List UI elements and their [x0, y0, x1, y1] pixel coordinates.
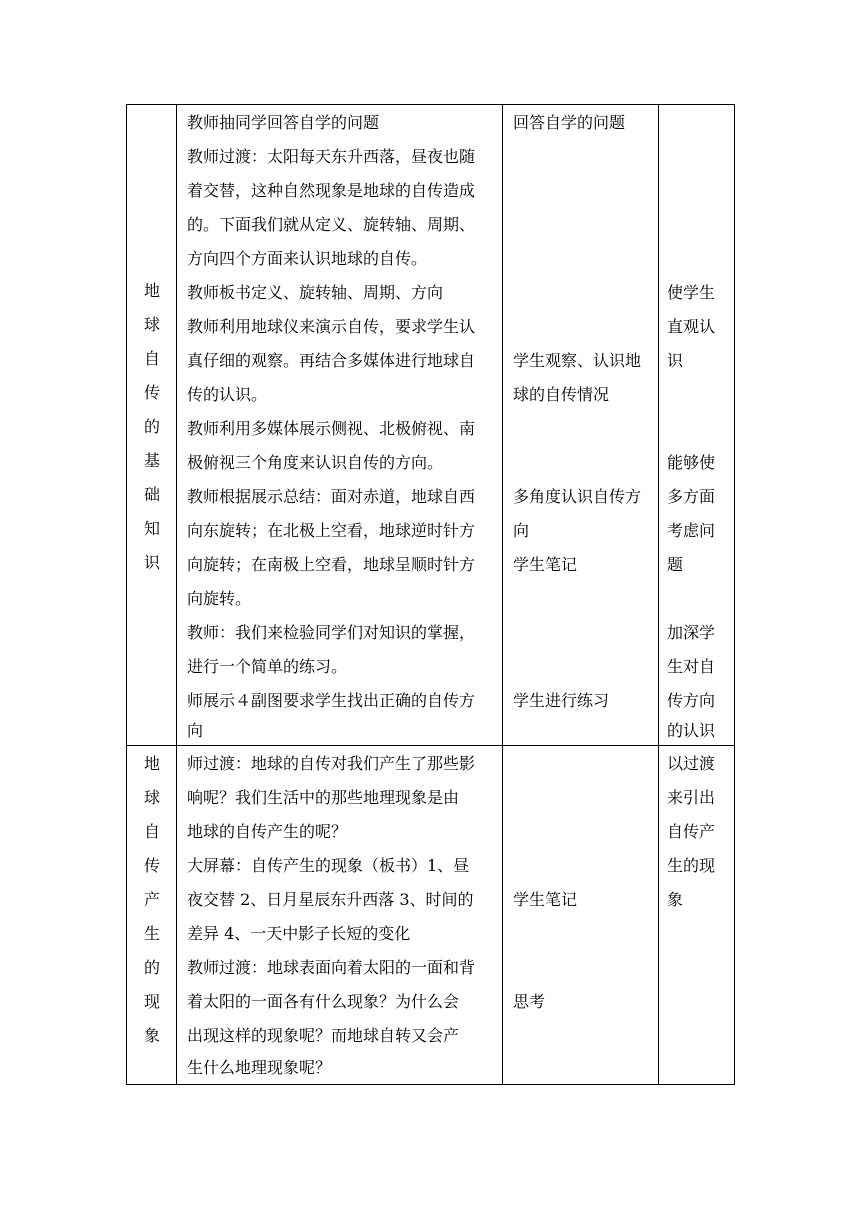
- purpose-line: 使学生: [667, 283, 716, 302]
- topic-cell: [127, 105, 177, 746]
- teacher-line: 大屏幕：自传产生的现象（板书）1、昼: [187, 856, 470, 875]
- teacher-line: 的。下面我们就从定义、旋转轴、周期、: [187, 215, 476, 234]
- topic-char: 识: [143, 553, 160, 572]
- student-line: 球的自传情况: [513, 385, 610, 404]
- topic-char: 传: [143, 856, 160, 875]
- teacher-line: 着太阳的一面各有什么现象？为什么会: [187, 992, 460, 1011]
- purpose-line: 识: [667, 351, 684, 370]
- purpose-line: 考虑问: [667, 521, 716, 540]
- teacher-line: 着交替，这种自然现象是地球的自传造成: [187, 181, 476, 200]
- teacher-line: 夜交替 2、日月星辰东升西落 3、时间的: [187, 890, 474, 909]
- student-line: 多角度认识自传方: [513, 487, 642, 506]
- teacher-line: 教师过渡：太阳每天东升西落，昼夜也随: [187, 147, 476, 166]
- topic-char: 自: [143, 822, 160, 841]
- teacher-line: 教师过渡：地球表面向着太阳的一面和背: [187, 958, 476, 977]
- student-line: 学生进行练习: [513, 691, 610, 710]
- teacher-line: 教师板书定义、旋转轴、周期、方向: [187, 283, 444, 302]
- topic-char: 地: [143, 754, 160, 773]
- topic-char: 的: [143, 958, 160, 977]
- teacher-line: 出现这样的现象呢？而地球自转又会产: [187, 1026, 460, 1045]
- purpose-line: 加深学: [667, 623, 716, 642]
- topic-char: 础: [143, 485, 160, 504]
- teacher-line: 向东旋转；在北极上空看，地球逆时针方: [187, 521, 476, 540]
- purpose-line: 题: [667, 555, 684, 574]
- topic-char: 生: [143, 924, 160, 943]
- student-activity-cell: [503, 105, 659, 746]
- teacher-line: 差异 4、一天中影子长短的变化: [187, 924, 411, 943]
- teacher-line: 教师抽同学回答自学的问题: [187, 113, 380, 132]
- topic-char: 现: [143, 992, 160, 1011]
- topic-char: 产: [143, 890, 160, 909]
- purpose-line: 传方向: [667, 691, 716, 710]
- teacher-line: 教师：我们来检验同学们对知识的掌握，: [187, 623, 476, 642]
- student-line: 学生笔记: [513, 890, 578, 909]
- teacher-activity-cell: [177, 105, 503, 746]
- purpose-line: 的认识: [667, 721, 716, 740]
- topic-char: 球: [143, 788, 160, 807]
- teacher-line: 进行一个简单的练习。: [187, 657, 348, 676]
- purpose-line: 多方面: [667, 487, 716, 506]
- topic-char: 自: [143, 349, 160, 368]
- purpose-line: 来引出: [667, 788, 716, 807]
- lesson-plan-table: [126, 104, 735, 1085]
- teacher-line: 向: [187, 721, 204, 740]
- teacher-line: 响呢？我们生活中的那些地理现象是由: [187, 788, 460, 807]
- student-line: 学生笔记: [513, 555, 578, 574]
- purpose-cell: [659, 105, 735, 746]
- topic-char: 地: [143, 281, 160, 300]
- teacher-line: 地球的自传产生的呢？: [187, 822, 348, 841]
- purpose-cell: [659, 746, 735, 1085]
- teacher-line: 生什么地理现象呢？: [187, 1058, 332, 1077]
- topic-char: 的: [143, 417, 160, 436]
- teacher-line: 师展示４副图要求学生找出正确的自传方: [187, 691, 476, 710]
- topic-char: 传: [143, 383, 160, 402]
- topic-char: 象: [143, 1026, 160, 1045]
- student-line: 回答自学的问题: [513, 113, 626, 132]
- purpose-line: 以过渡: [667, 754, 716, 773]
- teacher-line: 教师利用多媒体展示侧视、北极俯视、南: [187, 419, 476, 438]
- student-activity-cell: [503, 746, 659, 1085]
- student-line: 思考: [513, 992, 546, 1011]
- student-line: 向: [513, 521, 530, 540]
- purpose-line: 生对自: [667, 657, 716, 676]
- table-row: [127, 105, 735, 746]
- purpose-line: 自传产: [667, 822, 716, 841]
- purpose-line: 象: [667, 890, 684, 909]
- purpose-line: 能够使: [667, 453, 716, 472]
- purpose-line: 生的现: [667, 856, 716, 875]
- purpose-line: 直观认: [667, 317, 716, 336]
- teacher-line: 真仔细的观察。再结合多媒体进行地球自: [187, 351, 476, 370]
- teacher-line: 向旋转。: [187, 589, 252, 608]
- teacher-activity-cell: [177, 746, 503, 1085]
- topic-char: 基: [143, 451, 160, 470]
- teacher-line: 师过渡：地球的自传对我们产生了那些影: [187, 754, 476, 773]
- topic-cell: [127, 746, 177, 1085]
- teacher-line: 向旋转；在南极上空看，地球呈顺时针方: [187, 555, 476, 574]
- topic-char: 知: [143, 519, 160, 538]
- topic-char: 球: [143, 315, 160, 334]
- teacher-line: 传的认识。: [187, 385, 268, 404]
- teacher-line: 教师根据展示总结：面对赤道，地球自西: [187, 487, 476, 506]
- student-line: 学生观察、认识地: [513, 351, 642, 370]
- teacher-line: 教师利用地球仪来演示自传，要求学生认: [187, 317, 476, 336]
- teacher-line: 极俯视三个角度来认识自传的方向。: [187, 453, 444, 472]
- table-row: [127, 746, 735, 1085]
- teacher-line: 方向四个方面来认识地球的自传。: [187, 249, 428, 268]
